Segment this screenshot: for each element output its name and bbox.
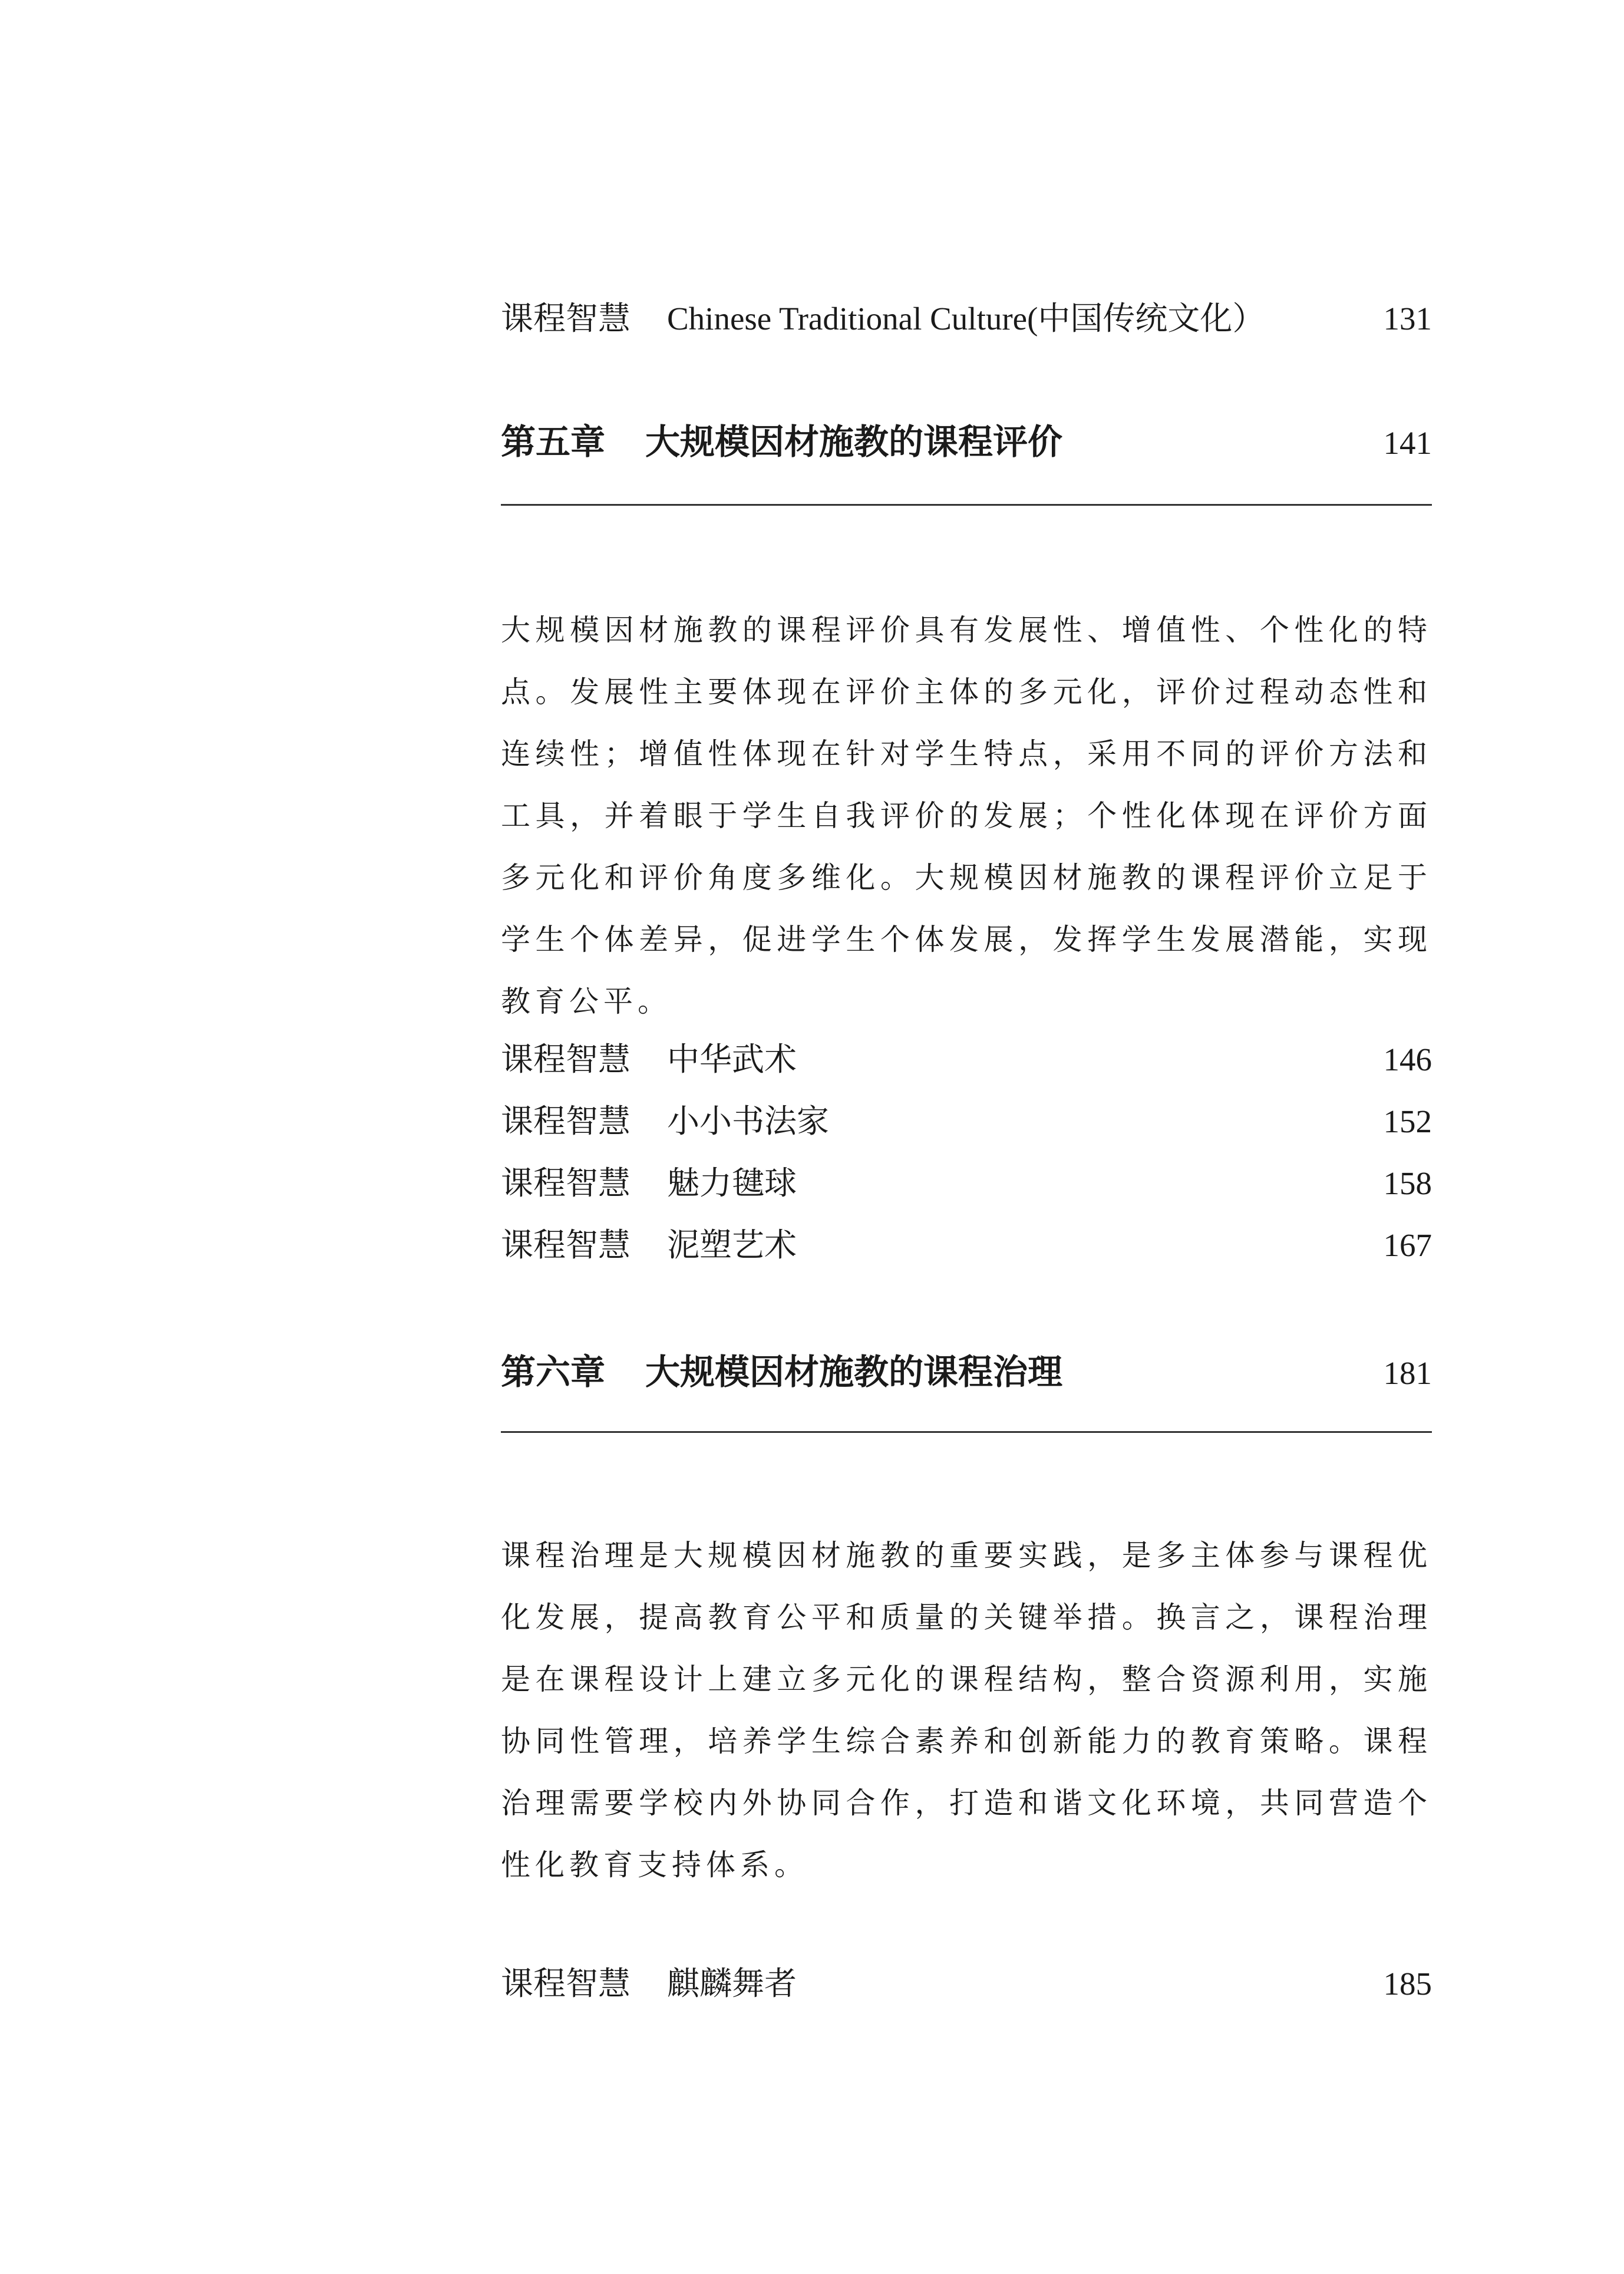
toc-entry-chinese-traditional-culture[interactable] bbox=[501, 298, 1432, 340]
chapter-5-page: 141 bbox=[1383, 425, 1432, 461]
chapter-5-heading-text bbox=[501, 420, 1062, 464]
toc-entry-title: 泥塑艺术 bbox=[667, 1226, 797, 1264]
toc-entry-label: 课程智慧 bbox=[501, 1965, 631, 2002]
toc-entry-label: 课程智慧 bbox=[501, 299, 631, 337]
chapter-5-summary: 大规模因材施教的课程评价具有发展性、增值性、个性化的特点。发展性主要体现在评价主体的多元化，评价过程动态性和连续性；增值性体现在针对学生特点，采用不同的评价方法和工具，并着眼于学生自我评价的发展；个性化体现在评价方面多元化和评价角度多维化。大规模因材施教的课程评价立足于学生个体差异，促进学生个体发展，发挥学生发展潜能，实现教育公平。 bbox=[501, 613, 1432, 1019]
toc-entry-title: 中华武术 bbox=[667, 1040, 797, 1078]
toc-entry-title: Chinese Traditional Culture(中国传统文化） bbox=[667, 301, 1265, 337]
chapter-6-page: 181 bbox=[1383, 1355, 1432, 1391]
toc-entry-left bbox=[501, 1039, 797, 1080]
chapter-6-divider bbox=[501, 1431, 1432, 1433]
toc-entry-left bbox=[501, 298, 1265, 340]
chapter-5-divider bbox=[501, 504, 1432, 506]
chapter-6-number: 第六章 bbox=[501, 1352, 606, 1392]
toc-entry-left bbox=[501, 1224, 797, 1265]
toc-entry-label: 课程智慧 bbox=[501, 1040, 631, 1078]
toc-entry-title: 小小书法家 bbox=[667, 1102, 830, 1140]
chapter-5-title: 大规模因材施教的课程评价 bbox=[645, 421, 1063, 462]
toc-entry-little-calligrapher[interactable] bbox=[501, 1100, 1432, 1142]
toc-entry-title: 魅力毽球 bbox=[667, 1164, 797, 1202]
toc-entry-title: 麒麟舞者 bbox=[667, 1965, 797, 2002]
chapter-5-heading[interactable] bbox=[501, 420, 1432, 464]
toc-entry-qilin-dancer[interactable] bbox=[501, 1963, 1432, 2005]
toc-entry-page: 167 bbox=[1383, 1227, 1432, 1263]
toc-entry-label: 课程智慧 bbox=[501, 1164, 631, 1202]
chapter-6-title: 大规模因材施教的课程治理 bbox=[645, 1352, 1063, 1392]
toc-entry-page: 158 bbox=[1383, 1165, 1432, 1201]
toc-entry-clay-sculpture[interactable] bbox=[501, 1224, 1432, 1266]
toc-entry-page: 146 bbox=[1383, 1042, 1432, 1077]
toc-entry-page: 152 bbox=[1383, 1103, 1432, 1139]
toc-entry-left bbox=[501, 1162, 797, 1204]
toc-entry-chinese-martial-arts[interactable] bbox=[501, 1039, 1432, 1080]
chapter-6-summary: 课程治理是大规模因材施教的重要实践，是多主体参与课程优化发展，提高教育公平和质量的关键举措。换言之，课程治理是在课程设计上建立多元化的课程结构，整合资源利用，实施协同性管理，培养学生综合素养和创新能力的教育策略。课程治理需要学校内外协同合作，打造和谐文化环境，共同营造个性化教育支持体系。 bbox=[501, 1538, 1432, 1882]
toc-entry-label: 课程智慧 bbox=[501, 1102, 631, 1140]
toc-entry-label: 课程智慧 bbox=[501, 1226, 631, 1264]
toc-entry-page: 131 bbox=[1383, 301, 1432, 337]
toc-entry-page: 185 bbox=[1383, 1966, 1432, 2002]
toc-entry-left bbox=[501, 1100, 829, 1142]
chapter-6-heading-text bbox=[501, 1350, 1062, 1395]
toc-entry-shuttlecock[interactable] bbox=[501, 1162, 1432, 1204]
chapter-5-number: 第五章 bbox=[501, 421, 606, 462]
toc-entry-left bbox=[501, 1963, 797, 2004]
chapter-6-heading[interactable] bbox=[501, 1350, 1432, 1395]
